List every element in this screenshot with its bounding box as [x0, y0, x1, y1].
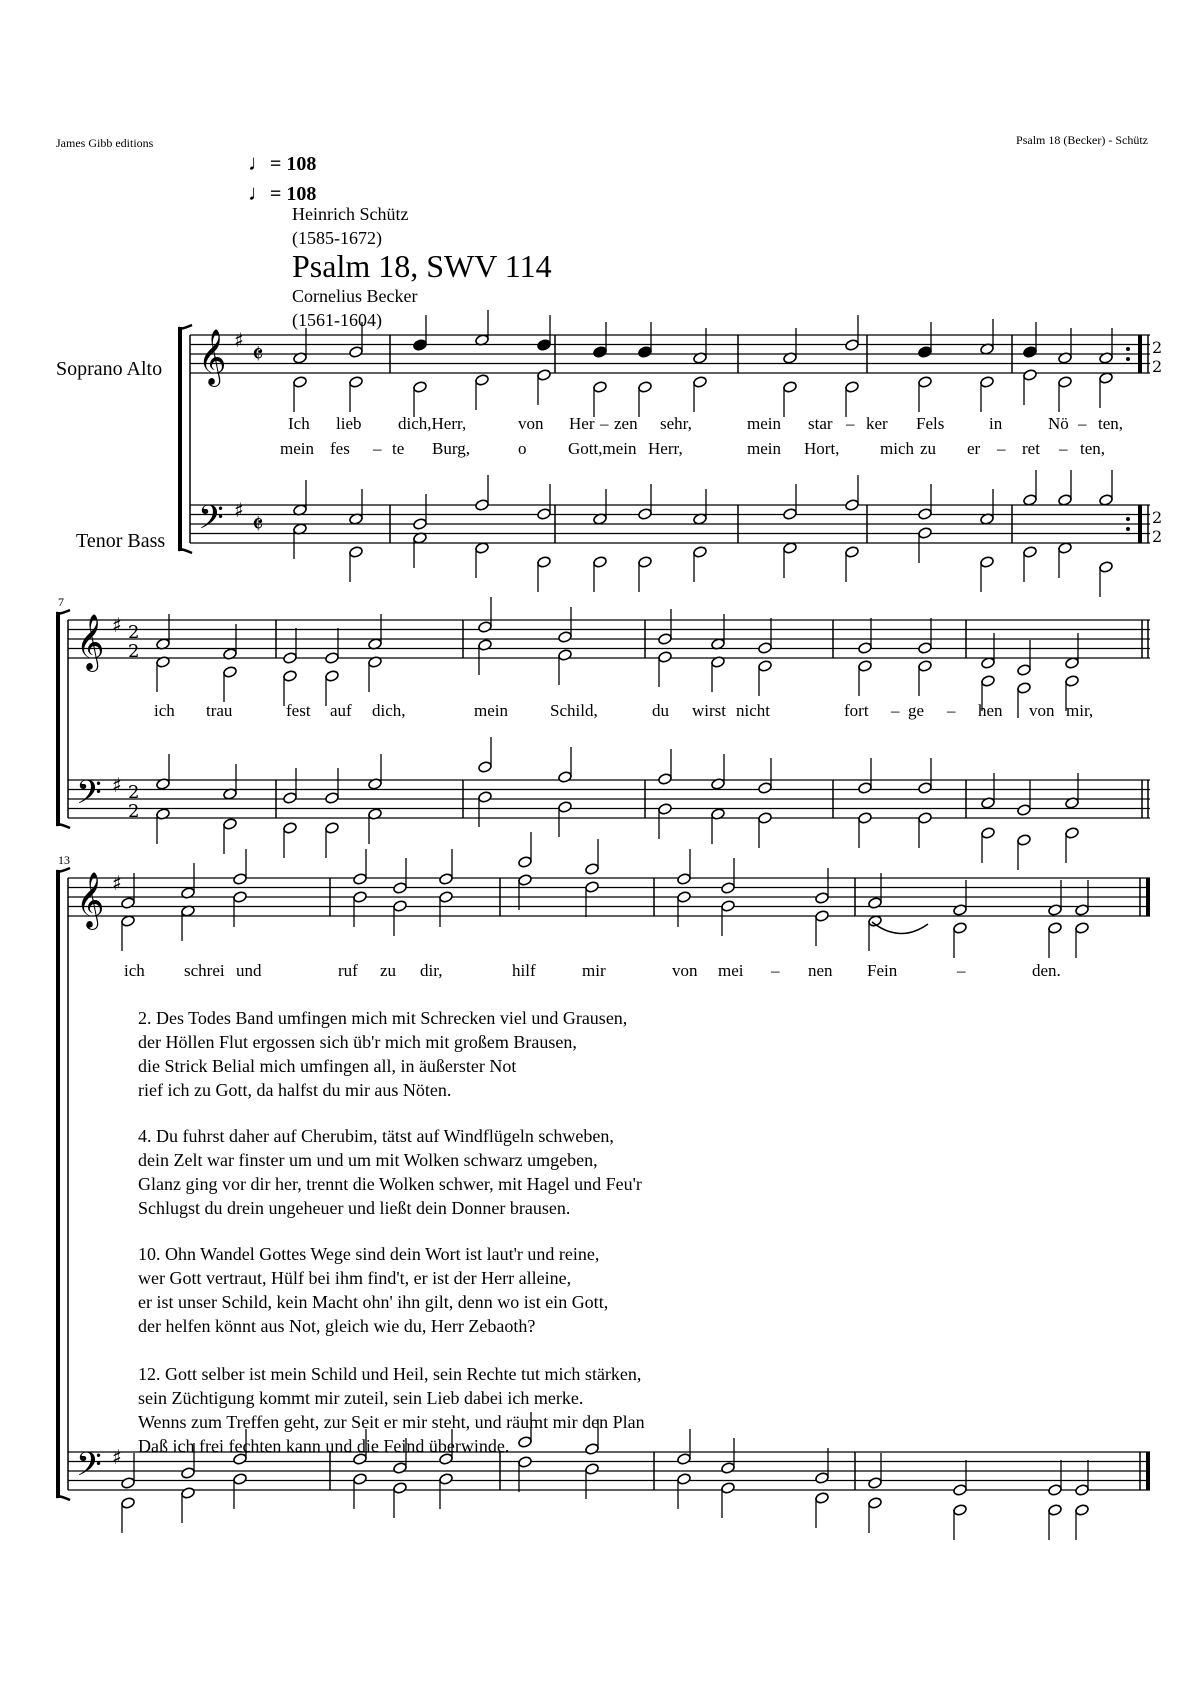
bracket-bottom — [58, 1496, 70, 1500]
bass-note — [593, 556, 608, 569]
tenor-note — [845, 499, 860, 512]
quarter-note-icon: ♩ — [248, 180, 270, 205]
header-left: James Gibb editions — [56, 136, 154, 150]
lyric-syllable: ker — [866, 414, 888, 433]
bass-note — [1075, 1504, 1090, 1517]
verse-line: 12. Gott selber ist mein Schild und Heil, sein Rechte tut mich stärken, — [138, 1364, 642, 1384]
alto-note — [1023, 369, 1038, 382]
bass-note — [393, 1482, 408, 1495]
time-signature-top: 2 — [128, 782, 140, 803]
tenor-note — [121, 1477, 136, 1490]
tenor-note — [1048, 1484, 1063, 1497]
tenor-note — [537, 508, 552, 521]
tenor-note — [758, 782, 773, 795]
soprano-note — [868, 897, 883, 910]
soprano-note — [953, 904, 968, 917]
bass-note — [868, 1497, 883, 1510]
lyric-syllable: sehr, — [660, 414, 692, 433]
verse-line: er ist unser Schild, kein Macht ohn' ihn gilt, denn wo ist ein Gott, — [138, 1292, 609, 1312]
tenor-note — [181, 1467, 196, 1480]
tenor-note — [677, 1453, 692, 1466]
tenor-note — [478, 761, 493, 774]
key-signature-sharp: ♯ — [112, 613, 122, 637]
tenor-note — [1099, 494, 1114, 507]
lyric-syllable: ruf — [338, 961, 358, 980]
time-signature-cut: 𝄵 — [252, 340, 264, 370]
lyric-syllable: – — [373, 439, 382, 458]
bass-note — [353, 1473, 368, 1486]
key-signature-sharp: ♯ — [112, 1445, 122, 1469]
alto-note — [858, 660, 873, 673]
tenor-note — [918, 508, 933, 521]
lyric-syllable: von — [518, 414, 544, 433]
lyric-syllable: – — [1059, 439, 1068, 458]
alto-note — [1058, 376, 1073, 389]
verse-block — [138, 1242, 608, 1338]
alto-note — [1048, 922, 1063, 935]
alto-note — [1017, 682, 1032, 695]
lyric-syllable: nicht — [736, 701, 770, 720]
soprano-note — [677, 873, 692, 886]
lyric-syllable: ret — [1022, 439, 1040, 458]
time-signature-bottom: 2 — [128, 641, 140, 662]
verse-block — [138, 1124, 642, 1220]
bass-note — [758, 812, 773, 825]
alto-note — [758, 660, 773, 673]
soprano-note — [1023, 346, 1038, 359]
lyric-syllable: Fein — [867, 961, 898, 980]
lyric-syllable: Hort, — [804, 439, 840, 458]
alto-note — [439, 891, 454, 904]
time-signature-bottom: 2 — [128, 801, 140, 822]
soprano-note — [413, 339, 428, 352]
bass-note — [1017, 834, 1032, 847]
bass-note — [815, 1492, 830, 1505]
alto-note — [638, 381, 653, 394]
alto-note — [558, 649, 573, 662]
time-change-bottom: 2 — [1152, 527, 1163, 546]
alto-note — [845, 381, 860, 394]
alto-note — [223, 666, 238, 679]
lyric-syllable: Fels — [916, 414, 945, 433]
bass-note — [953, 1504, 968, 1517]
lyric-syllable: auf — [330, 701, 352, 720]
lyric-syllable: von — [672, 961, 698, 980]
soprano-note — [1075, 904, 1090, 917]
alto-note — [783, 381, 798, 394]
repeat-dot — [1126, 347, 1130, 351]
treble-clef-icon: 𝄞 — [76, 872, 105, 928]
alto-note — [721, 900, 736, 913]
alto-note — [815, 910, 830, 923]
soprano-note — [393, 882, 408, 895]
soprano-note — [585, 863, 600, 876]
lyric-syllable: fest — [286, 701, 311, 720]
soprano-note — [283, 652, 298, 665]
header-right: Psalm 18 (Becker) - Schütz — [1016, 133, 1148, 147]
alto-note — [413, 381, 428, 394]
repeat-dot — [1126, 357, 1130, 361]
treble-clef-icon: 𝄞 — [198, 329, 227, 385]
lyric-syllable: zu — [380, 961, 397, 980]
verse-block — [138, 1362, 645, 1458]
repeat-dot — [1126, 517, 1130, 521]
lyric-syllable: mein — [747, 439, 781, 458]
lyric-syllable: Burg, — [432, 439, 470, 458]
lyric-syllable: Gott,mein — [568, 439, 637, 458]
bass-note — [721, 1482, 736, 1495]
treble-clef-icon: 𝄞 — [76, 614, 105, 670]
bass-note — [283, 822, 298, 835]
page-title: Psalm 18, SWV 114 — [292, 248, 552, 284]
verse-line: Schlugst du drein ungeheuer und ließt dein Donner brausen. — [138, 1198, 571, 1218]
bass-note — [845, 546, 860, 559]
bass-note — [1023, 546, 1038, 559]
tenor-note — [1023, 494, 1038, 507]
bass-note — [1065, 827, 1080, 840]
soprano-note — [981, 657, 996, 670]
bass-note — [121, 1497, 136, 1510]
measure-number-7: 7 — [58, 595, 64, 609]
soprano-note — [233, 873, 248, 886]
alto-note — [283, 670, 298, 683]
part-name-tenor-bass: Tenor Bass — [76, 530, 166, 552]
lyric-syllable: ten, — [1080, 439, 1106, 458]
lyric-syllable: nen — [808, 961, 833, 980]
alto-note — [475, 374, 490, 387]
soprano-note — [325, 652, 340, 665]
alto-note — [677, 891, 692, 904]
bass-clef-icon: 𝄢 — [76, 1446, 102, 1492]
soprano-note — [758, 642, 773, 655]
lyric-syllable: Schild, — [550, 701, 598, 720]
verse-line: der helfen könnt aus Not, gleich wie du, Herr Zebaoth? — [138, 1316, 536, 1336]
soprano-note — [353, 873, 368, 886]
bass-note — [439, 1473, 454, 1486]
bass-note — [677, 1473, 692, 1486]
key-signature-sharp: ♯ — [112, 773, 122, 797]
bass-note — [1099, 561, 1114, 574]
tenor-note — [783, 508, 798, 521]
alto-note — [349, 376, 364, 389]
bass-note — [537, 556, 552, 569]
tenor-note — [918, 782, 933, 795]
lyric-syllable: – — [600, 414, 609, 433]
key-signature-sharp: ♯ — [112, 871, 122, 895]
tenor-note — [1017, 804, 1032, 817]
bass-note — [558, 801, 573, 814]
soprano-note — [721, 882, 736, 895]
soprano-note — [593, 346, 608, 359]
bass-clef-icon: 𝄢 — [198, 499, 224, 545]
alto-note — [518, 874, 533, 887]
time-change-top: 2 — [1152, 338, 1163, 357]
alto-note — [980, 376, 995, 389]
alto-note — [693, 376, 708, 389]
verse-line: die Strick Belial mich umfingen all, in äußerster Not — [138, 1056, 517, 1076]
time-change-top: 2 — [1152, 508, 1163, 527]
lyric-syllable: von — [1029, 701, 1055, 720]
lyric-syllable: dich, — [372, 701, 406, 720]
verse-line: sein Züchtigung kommt mir zuteil, sein Lieb dabei ich merke. — [138, 1388, 584, 1408]
bass-note — [918, 812, 933, 825]
lyric-syllable: – — [947, 701, 956, 720]
tenor-note — [815, 1472, 830, 1485]
lyric-syllable: schrei — [184, 961, 225, 980]
soprano-note — [349, 346, 364, 359]
lyric-syllable: fort — [844, 701, 869, 720]
soprano-note — [638, 346, 653, 359]
verse-line: 2. Des Todes Band umfingen mich mit Schrecken viel und Grausen, — [138, 1008, 628, 1028]
tenor-note — [1058, 494, 1073, 507]
alto-note — [325, 670, 340, 683]
soprano-note — [658, 633, 673, 646]
part-name-soprano-alto: Soprano Alto — [56, 358, 163, 380]
poet-dates: (1561-1604) — [292, 310, 382, 330]
tenor-note — [393, 1462, 408, 1475]
lyric-syllable: mein — [280, 439, 314, 458]
alto-note — [868, 915, 883, 928]
alto-note — [1075, 922, 1090, 935]
bass-note — [980, 556, 995, 569]
alto-note — [1099, 372, 1114, 385]
time-signature-cut: 𝄵 — [252, 510, 264, 540]
lyric-syllable: mich — [880, 439, 914, 458]
alto-note — [121, 915, 136, 928]
verse-line: wer Gott vertraut, Hülf bei ihm find't, er ist der Herr alleine, — [138, 1268, 572, 1288]
lyric-syllable: ten, — [1098, 414, 1124, 433]
alto-note — [658, 651, 673, 664]
tenor-note — [325, 792, 340, 805]
lyric-syllable: dir, — [420, 961, 443, 980]
bass-note — [858, 812, 873, 825]
soprano-note — [1017, 664, 1032, 677]
lyric-syllable: – — [771, 961, 780, 980]
soprano-note — [858, 642, 873, 655]
bass-note — [181, 1487, 196, 1500]
lyric-syllable: fes — [330, 439, 350, 458]
poet-name: Cornelius Becker — [292, 286, 418, 306]
soprano-note — [845, 339, 860, 352]
alto-note — [233, 891, 248, 904]
alto-note — [293, 376, 308, 389]
bass-note — [478, 791, 493, 804]
tenor-note — [558, 771, 573, 784]
composer-name: Heinrich Schütz — [292, 204, 409, 224]
alto-note — [593, 381, 608, 394]
lyric-syllable: – — [846, 414, 855, 433]
alto-note — [918, 660, 933, 673]
soprano-note — [1065, 657, 1080, 670]
tenor-note — [953, 1484, 968, 1497]
time-change-bottom: 2 — [1152, 357, 1163, 376]
lyric-syllable: dich,Herr, — [398, 414, 467, 433]
bass-note — [1048, 1504, 1063, 1517]
verse-line: Wenns zum Treffen geht, zur Seit er mir steht, und räumt mir den Plan — [138, 1412, 645, 1432]
lyric-syllable: in — [989, 414, 1003, 433]
soprano-note — [918, 642, 933, 655]
tenor-note — [868, 1477, 883, 1490]
lyric-syllable: te — [392, 439, 405, 458]
alto-note — [981, 675, 996, 688]
alto-note — [537, 369, 552, 382]
composer-dates: (1585-1672) — [292, 228, 382, 248]
lyric-syllable: mein — [474, 701, 508, 720]
tenor-note — [283, 792, 298, 805]
alto-note — [918, 376, 933, 389]
lyric-syllable: star — [808, 414, 833, 433]
lyric-syllable: ge — [908, 701, 925, 720]
bass-note — [349, 546, 364, 559]
soprano-note — [537, 339, 552, 352]
lyric-syllable: lieb — [336, 414, 362, 433]
lyric-syllable: mir — [582, 961, 606, 980]
lyric-syllable: wirst — [692, 701, 726, 720]
alto-note — [1065, 675, 1080, 688]
verse-line: Daß ich frei fechten kann und die Feind überwinde. — [138, 1436, 510, 1456]
bracket-bottom — [58, 824, 70, 828]
bass-note — [1058, 542, 1073, 555]
soprano-note — [439, 873, 454, 886]
soprano-note — [478, 621, 493, 634]
lyric-syllable: zu — [920, 439, 937, 458]
key-signature-sharp: ♯ — [234, 498, 244, 522]
lyric-syllable: trau — [206, 701, 233, 720]
bass-note — [981, 827, 996, 840]
tie — [872, 922, 928, 934]
lyric-syllable: – — [997, 439, 1006, 458]
lyric-syllable: hen — [978, 701, 1003, 720]
tenor-note — [475, 499, 490, 512]
lyric-syllable: Herr, — [648, 439, 683, 458]
repeat-dot — [1126, 527, 1130, 531]
tenor-note — [1075, 1484, 1090, 1497]
soprano-note — [918, 346, 933, 359]
bass-note — [658, 803, 673, 816]
bass-note — [783, 542, 798, 555]
lyric-syllable: er — [967, 439, 981, 458]
tenor-note — [638, 508, 653, 521]
verse-line: rief ich zu Gott, da halfst du mir aus Nöten. — [138, 1080, 452, 1100]
lyric-syllable: den. — [1032, 961, 1061, 980]
alto-note — [585, 881, 600, 894]
measure-number-13: 13 — [58, 853, 70, 867]
lyric-syllable: Her — [569, 414, 595, 433]
bass-clef-icon: 𝄢 — [76, 774, 102, 820]
tenor-note — [858, 782, 873, 795]
lyric-syllable: Nö — [1048, 414, 1069, 433]
lyric-syllable: zen — [614, 414, 638, 433]
soprano-note — [518, 856, 533, 869]
verse-line: Glanz ging vor dir her, trennt die Wolken schwer, mit Hagel und Feu'r — [138, 1174, 642, 1194]
lyric-syllable: o — [518, 439, 527, 458]
lyric-syllable: hilf — [512, 961, 536, 980]
alto-note — [478, 639, 493, 652]
bass-note — [233, 1473, 248, 1486]
bass-note — [223, 818, 238, 831]
alto-note — [353, 891, 368, 904]
soprano-note — [121, 897, 136, 910]
lyric-syllable: mir, — [1066, 701, 1094, 720]
lyric-syllable: ich — [154, 701, 175, 720]
soprano-note — [815, 892, 830, 905]
lyric-syllable: ich — [124, 961, 145, 980]
bass-note — [638, 556, 653, 569]
tenor-note — [413, 518, 428, 531]
bracket-bottom — [180, 549, 192, 553]
tempo-mark-2: ♩= 108 — [248, 180, 317, 205]
lyric-syllable: Ich — [288, 414, 310, 433]
soprano-note — [558, 631, 573, 644]
alto-note — [393, 900, 408, 913]
bass-note — [475, 542, 490, 555]
tempo-mark-1: ♩= 108 — [248, 150, 317, 175]
bass-note — [693, 546, 708, 559]
key-signature-sharp: ♯ — [234, 328, 244, 352]
bass-note — [325, 822, 340, 835]
lyric-syllable: – — [1078, 414, 1087, 433]
soprano-note — [1048, 904, 1063, 917]
verse-line: 4. Du fuhrst daher auf Cherubim, tätst auf Windflügeln schweben, — [138, 1126, 614, 1146]
tenor-note — [721, 1462, 736, 1475]
bass-note — [918, 527, 933, 540]
bass-note — [585, 1463, 600, 1476]
notes — [121, 310, 1114, 1540]
verse-line: 10. Ohn Wandel Gottes Wege sind dein Wort ist laut'r und reine, — [138, 1244, 600, 1264]
verse-line: der Höllen Flut ergossen sich üb'r mich mit großem Brausen, — [138, 1032, 577, 1052]
quarter-note-icon: ♩ — [248, 150, 270, 175]
lyric-syllable: und — [236, 961, 262, 980]
lyric-syllable: mei — [718, 961, 744, 980]
tenor-note — [658, 773, 673, 786]
lyric-syllable: du — [652, 701, 669, 720]
alto-note — [953, 922, 968, 935]
verse-block — [138, 1006, 627, 1102]
lyric-syllable: – — [891, 701, 900, 720]
time-signature-top: 2 — [128, 622, 140, 643]
verse-line: dein Zelt war finster um und um mit Wolken schwarz umgeben, — [138, 1150, 598, 1170]
lyric-syllable: – — [957, 961, 966, 980]
lyric-syllable: mein — [747, 414, 781, 433]
